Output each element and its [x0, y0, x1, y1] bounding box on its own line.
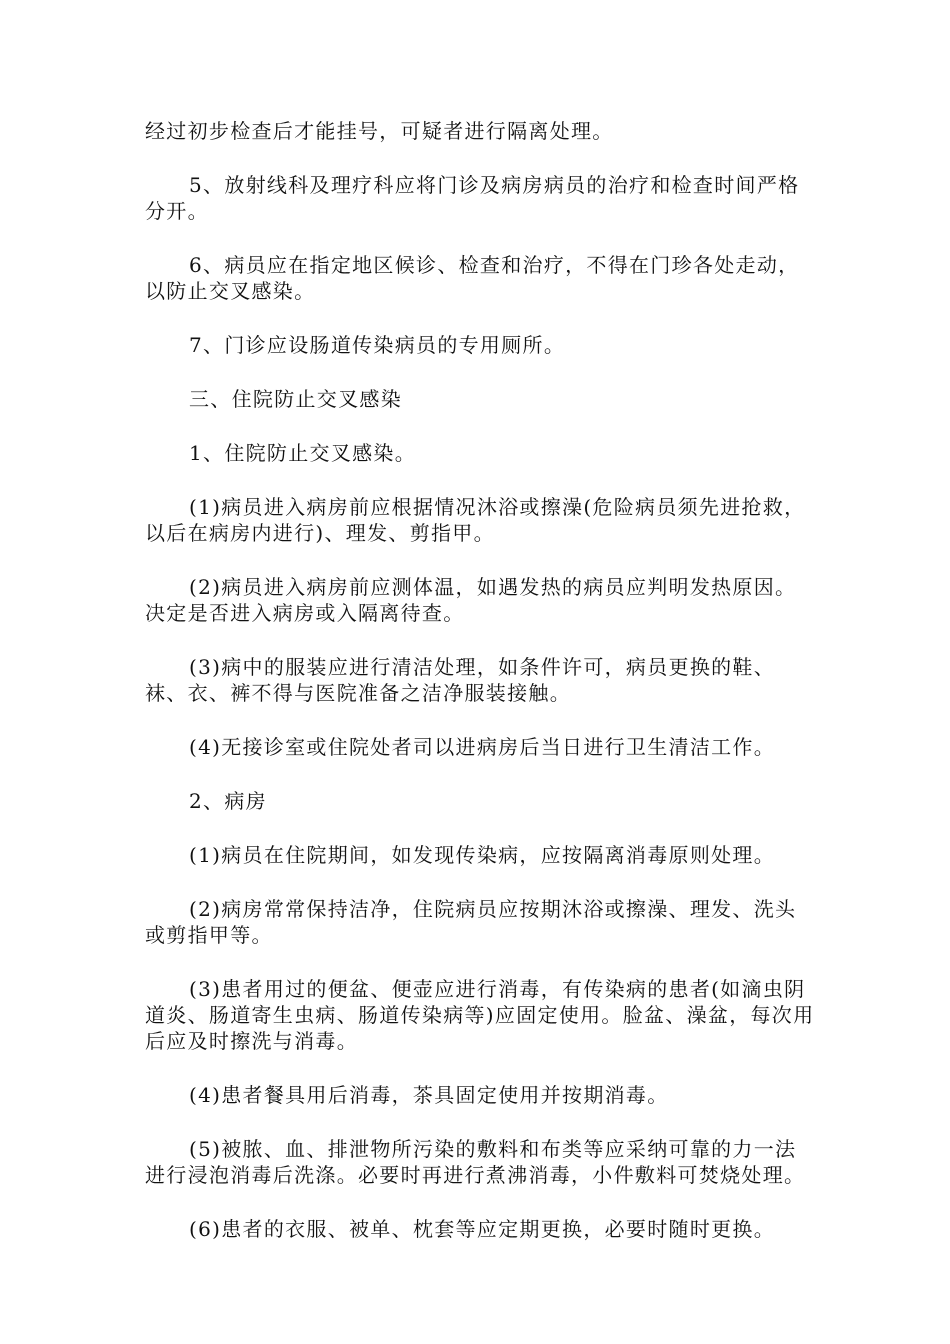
section-heading: 三、住院防止交叉感染	[189, 387, 402, 411]
paragraph: (2)病房常常保持洁净，住院病员应按期沐浴或擦澡、理发、洗头或剪指甲等。	[145, 897, 797, 947]
paragraph: (2)病员进入病房前应测体温，如遇发热的病员应判明发热原因。决定是否进入病房或入隔离待查。	[145, 575, 797, 625]
document-body	[145, 118, 815, 1270]
paragraph: (4)无接诊室或住院处者司以进病房后当日进行卫生清洁工作。	[189, 735, 776, 759]
paragraph: (1)病员进入病房前应根据情况沐浴或擦澡(危险病员须先进抢救，以后在病房内进行)、理发、剪指甲。	[145, 495, 806, 545]
paragraph: 5、放射线科及理疗科应将门诊及病房病员的治疗和检查时间严格分开。	[145, 173, 800, 223]
subsection-heading: 2、病房	[189, 789, 267, 813]
paragraph: (3)患者用过的便盆、便壶应进行消毒，有传染病的患者(如滴虫阴道炎、肠道寄生虫病、肠道传染病等)应固定使用。脸盆、澡盆，每次用后应及时擦洗与消毒。	[145, 977, 815, 1053]
paragraph: (1)病员在住院期间，如发现传染病，应按隔离消毒原则处理。	[189, 843, 776, 867]
paragraph: (3)病中的服装应进行清洁处理，如条件许可，病员更换的鞋、袜、衣、裤不得与医院准备之洁净服装接触。	[145, 655, 776, 705]
paragraph: (4)患者餐具用后消毒，茶具固定使用并按期消毒。	[189, 1083, 669, 1107]
paragraph: 6、病员应在指定地区候诊、检查和治疗，不得在门珍各处走动，以防止交叉感染。	[145, 253, 800, 303]
paragraph: (6)患者的衣服、被单、枕套等应定期更换，必要时随时更换。	[189, 1217, 776, 1241]
paragraph: 经过初步检查后才能挂号，可疑者进行隔离处理。	[145, 119, 614, 143]
paragraph: (5)被脓、血、排泄物所污染的敷料和布类等应采纳可靠的力一法进行浸泡消毒后洗涤。必要时再进行煮沸消毒，小件敷料可焚烧处理。	[145, 1137, 806, 1187]
paragraph: 7、门诊应设肠道传染病员的专用厕所。	[189, 333, 566, 357]
subsection-heading: 1、住院防止交叉感染。	[189, 441, 417, 465]
